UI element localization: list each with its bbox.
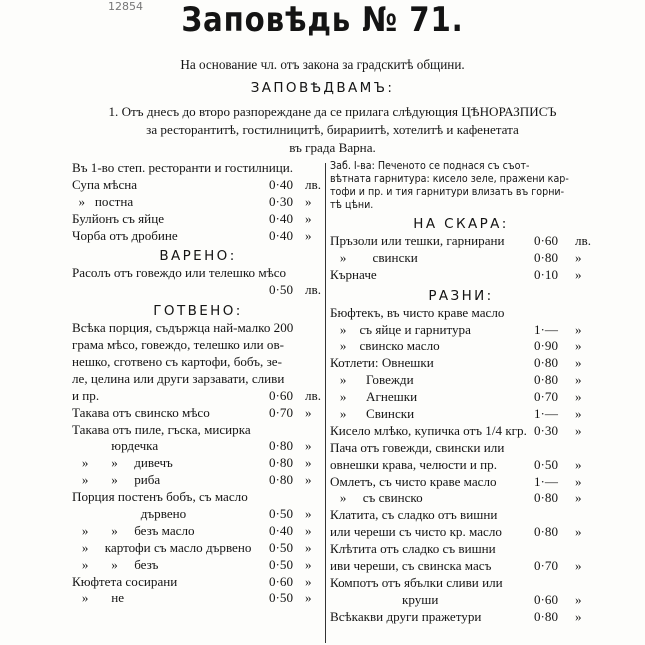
item-price: 0·80 [534,249,559,265]
price-row [72,422,324,439]
item-unit: » [575,591,582,607]
item-price: 0·60 [269,387,294,403]
item-unit: » [575,456,582,472]
price-row [330,474,592,491]
item-label: » постна [72,193,134,209]
item-unit: » [305,455,312,471]
section-heading: РАЗНИ: [428,287,494,304]
item-price: 0·80 [269,472,294,488]
item-unit: » [575,372,582,388]
item-price: 0·80 [534,524,559,540]
item-price: 0·40 [269,522,294,538]
item-price: 1·— [534,406,559,422]
price-row [72,438,324,455]
order-title: Заповѣдь № 71. [181,0,464,40]
item-unit: » [305,438,312,454]
item-price: 0·70 [534,558,559,574]
item-unit: » [575,249,582,265]
item-price: 0·30 [534,422,559,438]
item-price: 0·80 [534,355,559,371]
price-row [72,354,324,371]
price-row [330,338,592,355]
section-heading: ГОТВЕНО: [153,303,243,320]
section-heading: НА СКАРА: [413,216,509,232]
price-row [330,457,592,474]
price-row [72,574,324,591]
item-price: 1·— [534,321,559,337]
item-price: 0·80 [534,608,559,624]
footnote-line: тѣ цѣни. [330,199,374,211]
item-price: 1·— [534,473,559,489]
item-price: 0·60 [534,233,559,248]
price-row [330,423,592,440]
item-label: Расолъ отъ говеждо или телешко мѣсо [72,265,287,281]
item-unit: » [575,266,582,282]
section-heading: ВАРЕНО: [159,248,237,265]
item-price: 0·80 [534,372,559,388]
item-price: 0·30 [269,193,294,209]
item-label: » Свински [330,406,415,422]
price-row [330,322,592,339]
item-label: нешко, сготвено съ картофи, бобъ, зе- [72,354,282,370]
item-unit: » [305,506,312,522]
price-row [72,265,324,282]
item-price: 0·10 [534,266,559,282]
item-unit: » [575,389,582,405]
item-label: Пръзоли или тешки, гарнирани [330,233,505,248]
footnote-line: вѣтната гарнитура: кисело зеле, пражени кар- [330,173,569,185]
item-label: Всѣка порция, съдържца най-малко 200 [72,320,294,336]
left-price-column [72,160,324,607]
price-row [72,489,324,506]
item-price: 0·40 [269,227,294,243]
item-price: 0·90 [534,338,559,354]
item-unit: » [305,472,312,488]
intro-paragraph [70,103,595,157]
item-unit: » [575,338,582,354]
item-price: 0·50 [269,539,294,555]
item-label: Такава отъ пиле, гъска, мисирка [72,421,251,437]
item-label: Булйонъ съ яйце [72,210,165,226]
item-unit: » [305,210,312,226]
column-divider [325,163,326,643]
item-label: овнешки крава, челюсти и пр. [330,456,497,472]
price-row [330,233,592,250]
item-price: 0·50 [534,456,559,472]
item-label: круши [330,591,439,607]
item-label: » свинско масло [330,338,440,354]
item-unit: » [575,321,582,337]
item-price: 0·80 [269,455,294,471]
item-label: Кюфтета сосирани [72,573,178,589]
item-unit: лв. [305,282,321,298]
item-unit: » [305,522,312,538]
intro-line: за ресторантитѣ, гостилницитѣ, бирариитѣ, хотелитѣ и кафенетата [146,122,519,137]
item-label: » Говежди [330,372,414,388]
price-row [72,160,324,177]
price-row [330,355,592,372]
item-unit: » [575,355,582,371]
price-row [330,490,592,507]
item-price: 0·50 [269,556,294,572]
item-label: иви череши, съ свинска масъ [330,558,492,574]
item-label: Клатита, съ сладко отъ вишни [330,507,498,523]
price-row [330,305,592,322]
footnote-line: тофи и пр. и тия гарнитури влизатъ въ горни- [330,186,565,198]
price-row [330,575,592,592]
price-row [72,506,324,523]
item-label: Омлетъ, съ чисто краве масло [330,473,497,489]
item-label: Бюфтекъ, въ чисто краве масло [330,304,505,320]
item-label: ле, целина или други зарзавати, сливи [72,370,285,386]
item-unit: » [305,227,312,243]
item-label: Пача отъ говежди, свински или [330,439,505,455]
price-row [330,406,592,423]
item-label: Супа мѣсна [72,176,138,192]
price-row [72,228,324,245]
item-unit: » [305,556,312,572]
price-row [72,194,324,211]
item-label: грама мѣсо, говеждо, телешко или ов- [72,337,285,353]
price-row [72,523,324,540]
item-label: Компотъ отъ ябълки сливи или [330,574,503,590]
item-price: 0·50 [269,282,294,298]
price-row [72,371,324,388]
price-row [72,557,324,574]
price-row [330,250,592,267]
price-row [72,388,324,405]
price-row [72,472,324,489]
item-price: 0·70 [269,404,294,420]
item-unit: » [305,404,312,420]
item-label: » свински [330,249,418,265]
item-price: 0·50 [269,590,294,606]
item-unit: » [575,490,582,506]
price-row [72,540,324,557]
item-price: 0·40 [269,210,294,226]
price-row [330,524,592,541]
price-row [72,590,324,607]
item-label: » » дивечъ [72,455,173,471]
item-label: и пр. [72,387,100,403]
item-price: 0·60 [534,591,559,607]
item-label: Котлети: Овнешки [330,355,434,371]
price-row [330,541,592,558]
price-row [330,389,592,406]
price-row [72,282,324,299]
item-label: Клѣтита отъ сладко съ вишни [330,541,496,557]
item-unit: лв. [575,233,591,248]
archive-stamp: 12854 [108,0,143,13]
item-unit: » [305,539,312,555]
order-heading: ЗАПОВѢДВАМЪ: [250,80,395,96]
price-row [330,609,592,626]
item-label: » не [72,590,125,606]
right-price-column [330,160,592,626]
item-label: » » безъ масло [72,522,195,538]
item-label: Такава отъ свинско мѣсо [72,404,210,420]
item-unit: » [305,590,312,606]
item-price: 0·60 [269,573,294,589]
price-row [330,267,592,284]
item-price: 0·80 [269,438,294,454]
item-price: 0·40 [269,176,294,192]
item-unit: » [575,558,582,574]
price-row [72,211,324,228]
price-row [72,405,324,422]
item-label: » картофи съ масло дървено [72,539,252,555]
item-label: дървено [72,506,187,522]
item-label: » съ свинско [330,490,423,506]
item-label: или череши съ чисто кр. масло [330,524,502,540]
item-unit: » [575,406,582,422]
item-label: Кърначе [330,266,377,282]
price-row [330,440,592,457]
item-unit: лв. [305,176,321,192]
item-label: Чорба отъ дробине [72,227,178,243]
intro-line: 1. Отъ днесъ до второ разпореждане да се прилага слѣдующия ЦѢНОРАЗПИСЪ [108,104,557,119]
item-unit: лв. [305,387,321,403]
price-row [330,507,592,524]
price-row [330,592,592,609]
item-label: Кисело млѣко, купичка отъ 1/4 кгр. [330,422,527,438]
item-unit: » [305,193,312,209]
price-row [72,177,324,194]
item-label: юрдечка [72,438,159,454]
item-unit: » [575,473,582,489]
price-row [72,337,324,354]
price-row [330,558,592,575]
item-unit: » [575,608,582,624]
item-label: Въ 1-во степ. ресторанти и гостилници. [72,160,294,175]
item-unit: » [575,422,582,438]
item-label: » Агнешки [330,389,418,405]
price-row [72,320,324,337]
footnote-line: Заб. I-ва: Печеното се поднася съ съот- [330,160,530,172]
item-label: » » риба [72,472,161,488]
item-price: 0·50 [269,506,294,522]
price-row [330,372,592,389]
item-price: 0·80 [534,490,559,506]
item-label: Всѣкакви други пражетури [330,608,482,624]
price-row [72,455,324,472]
item-label: » съ яйце и гарнитура [330,321,471,337]
intro-line: въ града Варна. [289,140,376,155]
item-price: 0·70 [534,389,559,405]
item-unit: » [305,573,312,589]
item-label: Порция постенъ бобъ, съ масло [72,489,248,505]
preamble: На основание чл. отъ закона за градскитѣ общини. [180,57,465,72]
item-unit: » [575,524,582,540]
item-label: » » безъ [72,556,159,572]
